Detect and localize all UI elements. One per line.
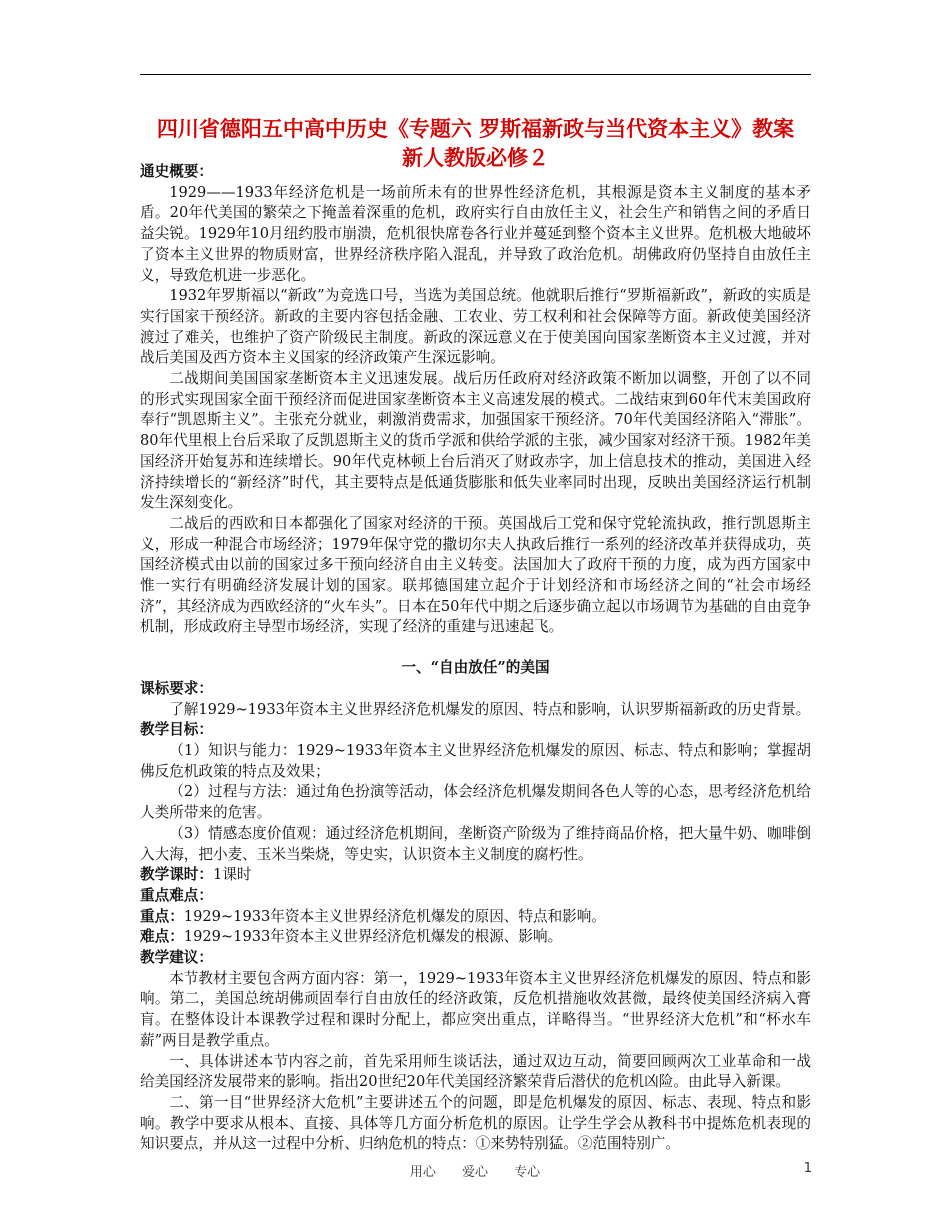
- advice-paragraph: 一、具体讲述本节内容之前，首先采用师生谈话法，通过双边互动，简要回顾两次工业革命和一战给美国经济发展带来的影响。指出20世纪20年代美国经济繁荣背后潜伏的危机凶险。由此导入新课。: [140, 1052, 811, 1091]
- title-line-1: 四川省德阳五中高中历史《专题六 罗斯福新政与当代资本主义》教案: [156, 116, 795, 141]
- key-text: 1929~1933年资本主义世界经济危机爆发的原因、特点和影响。: [183, 907, 606, 925]
- overview-paragraph: 二战期间美国国家垄断资本主义迅速发展。战后历任政府对经济政策不断加以调整，开创了以不同的形式实现国家全面干预经济而促进国家垄断资本主义高速发展的模式。二战结束到60年代末美国政府奉行“凯恩斯主义”。主张充分就业，刺激消费需求，加强国家干预经济。70年代美国经济陷入“滞胀”。80年代里根上台后采取了反凯恩斯主义的货币学派和供给学派的主张，减少国家对经济干预。1982年美国经济开始复苏和连续增长。90年代克林顿上台后消灭了财政赤字，加上信息技术的推动，美国进入经济持续增长的“新经济”时代，其主要特点是低通货膨胀和低失业率同时出现，反映出美国经济运行机制发生深刻变化。: [140, 370, 811, 512]
- advice-paragraph: 本节教材主要包含两方面内容：第一，1929~1933年资本主义世界经济危机爆发的原因、特点和影响。第二，美国总统胡佛顽固奉行自由放任的经济政策，反危机措施收效甚微，最终使美国经济病入膏肓。在整体设计本课教学过程和课时分配上，都应突出重点，详略得当。“世界经济大危机”和“杯水车薪”两目是教学重点。: [140, 969, 811, 1049]
- goal-item: （1）知识与能力：1929~1933年资本主义世界经济危机爆发的原因、标志、特点和影响；掌握胡佛反危机政策的特点及效果；: [140, 741, 811, 780]
- hours-line: [140, 865, 811, 886]
- goal-item: （3）情感态度价值观：通过经济危机期间，垄断资产阶级为了维持商品价格，把大量牛奶、咖啡倒入大海，把小麦、玉米当柴烧，等史实，认识资本主义制度的腐朽性。: [140, 824, 811, 863]
- standard-text: 了解1929~1933年资本主义世界经济危机爆发的原因、特点和影响，认识罗斯福新政的历史背景。: [169, 700, 811, 718]
- footer-motto: 用心 爱心 专心: [409, 1165, 541, 1180]
- goals-heading: 教学目标：: [140, 721, 213, 739]
- title-line-2: 新人教版必修２: [402, 145, 549, 170]
- key-point-line: [140, 907, 811, 928]
- section-title: 一、“自由放任”的美国: [401, 659, 550, 677]
- advice-paragraph: 二、第一目“世界经济大危机”主要讲述五个的问题，即是危机爆发的原因、标志、表现、特点和影响。教学中要求从根本、直接、具体等几方面分析危机的原因。让学生学会从教科书中提炼危机表现的知识要点，并从这一过程中分析、归纳危机的特点：①来势特别猛。②范围特别广。: [140, 1093, 811, 1153]
- hours-label: 教学课时：: [140, 866, 213, 884]
- standard-heading: 课标要求：: [140, 679, 213, 697]
- key-label: 重点：: [140, 907, 184, 925]
- hours-value: 1课时: [212, 866, 252, 884]
- overview-paragraph: 1932年罗斯福以“新政”为竞选口号，当选为美国总统。他就职后推行“罗斯福新政”，新政的实质是实行国家干预经济。新政的主要内容包括金融、工农业、劳工权利和社会保障等方面。新政使美国经济渡过了难关，也维护了资产阶级民主制度。新政的深远意义在于使美国向国家垄断资本主义过渡，并对战后美国及西方资本主义国家的经济政策产生深远影响。: [140, 287, 811, 367]
- header-rule: [140, 74, 811, 75]
- difficulty-line: [140, 927, 811, 948]
- difficulty-label: 难点：: [140, 928, 184, 946]
- page-number: 1: [803, 1161, 812, 1176]
- overview-heading: 通史概要：: [140, 163, 213, 180]
- overview-paragraph: 1929——1933年经济危机是一场前所未有的世界性经济危机，其根源是资本主义制度的基本矛盾。20年代美国的繁荣之下掩盖着深重的危机，政府实行自由放任主义，社会生产和销售之间的矛盾日益尖锐。1929年10月纽约股市崩溃，危机很快席卷各行业并蔓延到整个资本主义世界。危机极大地破坏了资本主义世界的物质财富，世界经济秩序陷入混乱，并导致了政治危机。胡佛政府仍坚持自由放任主义，导致危机进一步恶化。: [140, 183, 811, 284]
- document-body: [140, 162, 811, 1155]
- keypoints-heading: 重点难点：: [140, 886, 213, 904]
- goal-item: （2）过程与方法：通过角色扮演等活动，体会经济危机爆发期间各色人等的心态，思考经济危机给人类所带来的危害。: [140, 783, 811, 822]
- page-footer: [0, 1161, 950, 1181]
- advice-heading: 教学建议：: [140, 949, 213, 967]
- overview-paragraph: 二战后的西欧和日本都强化了国家对经济的干预。英国战后工党和保守党轮流执政，推行凯恩斯主义，形成一种混合市场经济；1979年保守党的撒切尔夫人执政后推行一系列的经济改革并获得成功，英国经济模式由以前的国家过多干预向经济自由主义转变。法国加大了政府干预的力度，成为西方国家中惟一实行有明确经济发展计划的国家。联邦德国建立起介于计划经济和市场经济之间的“社会市场经济”，其经济成为西欧经济的“火车头”。日本在50年代中期之后逐步确立起以市场调节为基础的自由竞争机制，形成政府主导型市场经济，实现了经济的重建与迅速起飞。: [140, 514, 811, 636]
- difficulty-text: 1929~1933年资本主义世界经济危机爆发的根源、影响。: [183, 928, 563, 946]
